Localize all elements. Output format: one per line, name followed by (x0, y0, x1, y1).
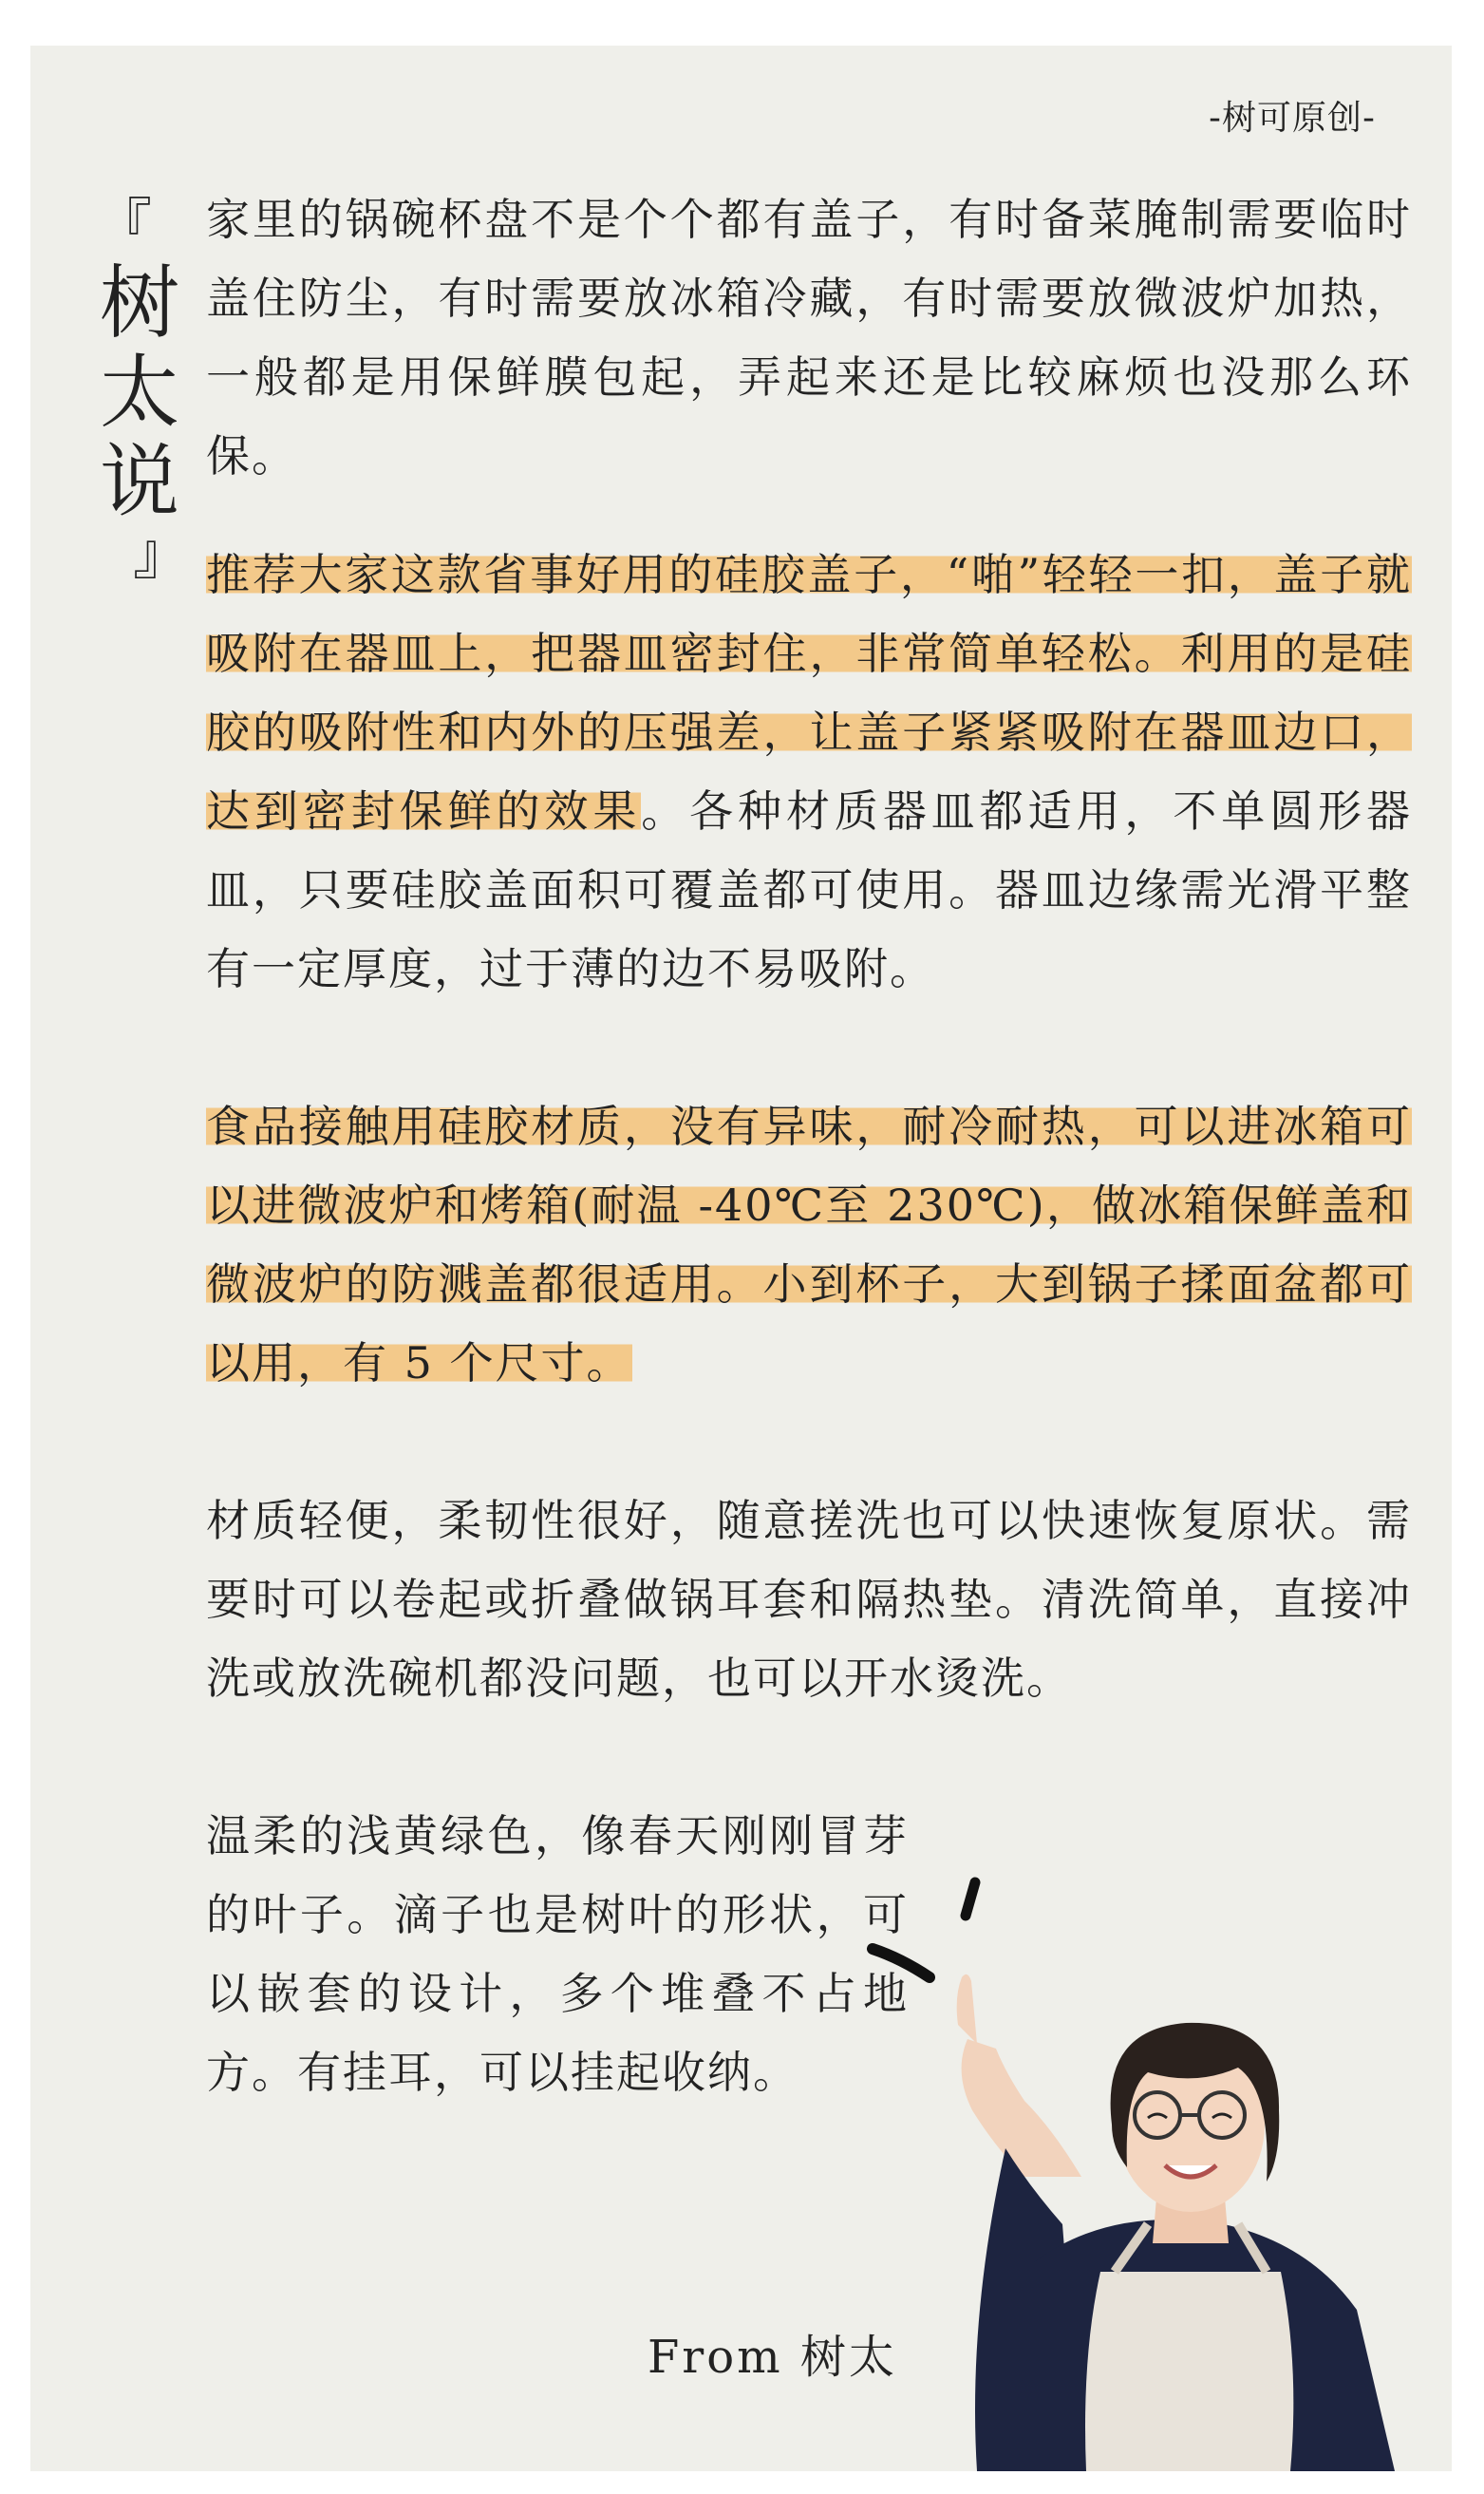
paragraph-intro: 家里的锅碗杯盘不是个个都有盖子，有时备菜腌制需要临时盖住防尘，有时需要放冰箱冷藏，有时需要放微波炉加热，一般都是用保鲜膜包起，弄起来还是比较麻烦也没那么环保。 (206, 194, 1412, 482)
title-char-2: 太 (99, 346, 179, 439)
title-char-1: 树 (99, 256, 179, 350)
paragraph-design: 温柔的浅黄绿色，像春天刚刚冒芽的叶子。滴子也是树叶的形状，可以嵌套的设计，多个堆叠不占地方。有挂耳，可以挂起收纳。 (206, 1810, 909, 2098)
highlight-material: 食品接触用硅胶材质，没有异味，耐冷耐热，可以进冰箱可以进微波炉和烤箱(耐温 -40℃至 230℃)，做冰箱保鲜盖和微波炉的防溅盖都很适用。小到杯子，大到锅子揉面盆都可以用，有 5 个尺寸。 (206, 1101, 1412, 1389)
article-body (206, 180, 1412, 2112)
author-photo (863, 1863, 1395, 2471)
original-tag: -树可原创- (1209, 99, 1376, 138)
title-char-3: 说 (99, 435, 179, 528)
title-open-bracket: 『 (95, 193, 152, 259)
highlight-recommend: 推荐大家这款省事好用的硅胶盖子，“啪”轻轻一扣，盖子就吸附在器皿上，把器皿密封住，非常简单轻松。利用的是硅胶的吸附性和内外的压强差，让盖子紧紧吸附在器皿边口，达到密封保鲜的效果 (206, 549, 1412, 837)
article-card (30, 46, 1452, 2471)
signature: From 树太 (648, 2331, 897, 2384)
vertical-title (87, 193, 192, 588)
paragraph-recommend (206, 536, 1412, 1009)
paragraph-recommend-rest: 。各种材质器皿都适用，不单圆形器皿，只要硅胶盖面积可覆盖都可使用。器皿边缘需光滑平整有一定厚度，过于薄的边不易吸附。 (206, 785, 1413, 994)
title-close-bracket: 』 (133, 521, 190, 588)
paragraph-properties: 材质轻便，柔韧性很好，随意搓洗也可以快速恢复原状。需要时可以卷起或折叠做锅耳套和隔热垫。清洗简单，直接冲洗或放洗碗机都没问题，也可以开水烫洗。 (206, 1495, 1412, 1704)
paragraph-material (206, 1087, 1412, 1403)
